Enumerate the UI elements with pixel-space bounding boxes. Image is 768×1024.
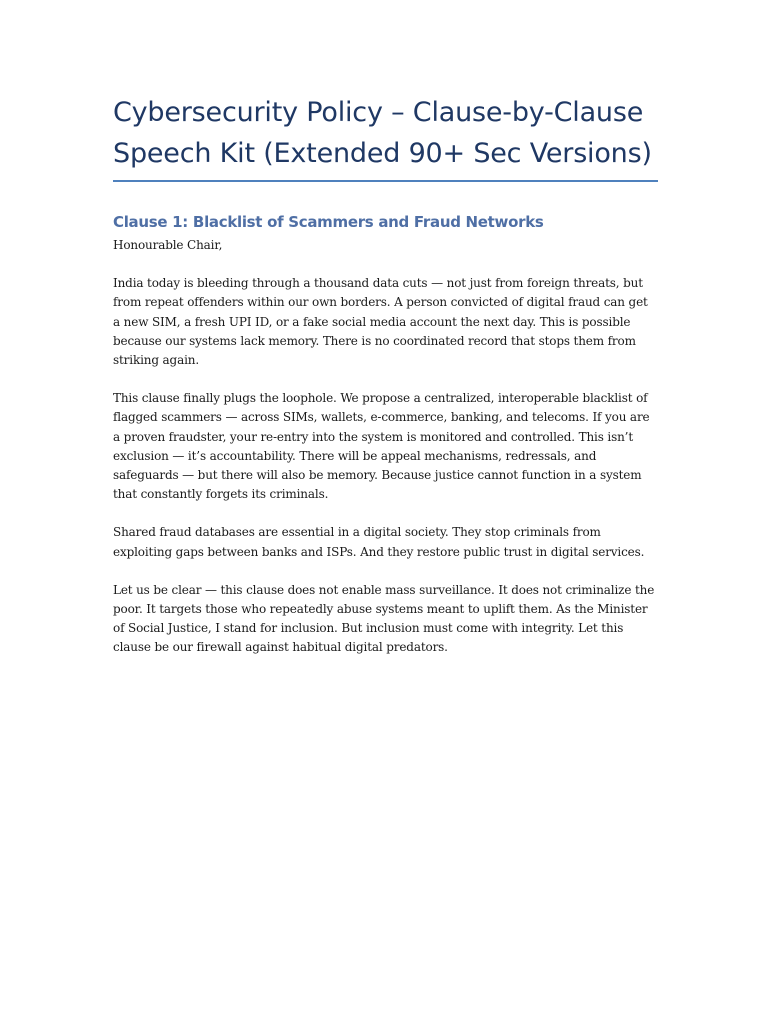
paragraph-3: Shared fraud databases are essential in a digital society. They stop criminals from exploiting gaps between banks and ISPs. And they restore public trust in digital services. <box>113 525 645 559</box>
salutation: Honourable Chair, <box>113 238 223 252</box>
document-title-line-1: Cybersecurity Policy – Clause-by-Clause <box>113 97 644 128</box>
document-title-line-2: Speech Kit (Extended 90+ Sec Versions) <box>113 138 652 169</box>
paragraph-2: This clause finally plugs the loophole. We propose a centralized, interoperable blacklist of flagged scammers — across SIMs, wallets, e-commerce, banking, and telecoms. If you are a proven fraudster, your re-entry into the system is monitored and controlled. This isn’t exclusion — it’s accountability. There will be appeal mechanisms, redressals, and safeguards — but there will also be memory. Because justice cannot function in a system that constantly forgets its criminals. <box>113 391 650 502</box>
paragraph-1: India today is bleeding through a thousand data cuts — not just from foreign threats, but from repeat offenders within our own borders. A person convicted of digital fraud can get a new SIM, a fresh UPI ID, or a fake social media account the next day. This is possible because our systems lack memory. There is no coordinated record that stops them from striking again. <box>113 276 648 368</box>
paragraph-4: Let us be clear — this clause does not enable mass surveillance. It does not criminalize the poor. It targets those who repeatedly abuse systems meant to uplift them. As the Minister of Social Justice, I stand for inclusion. But inclusion must come with integrity. Let this clause be our firewall against habitual digital predators. <box>113 582 655 655</box>
document-page <box>113 92 658 658</box>
document-title <box>113 92 658 182</box>
clause-heading: Clause 1: Blacklist of Scammers and Fraud Networks <box>113 213 544 231</box>
